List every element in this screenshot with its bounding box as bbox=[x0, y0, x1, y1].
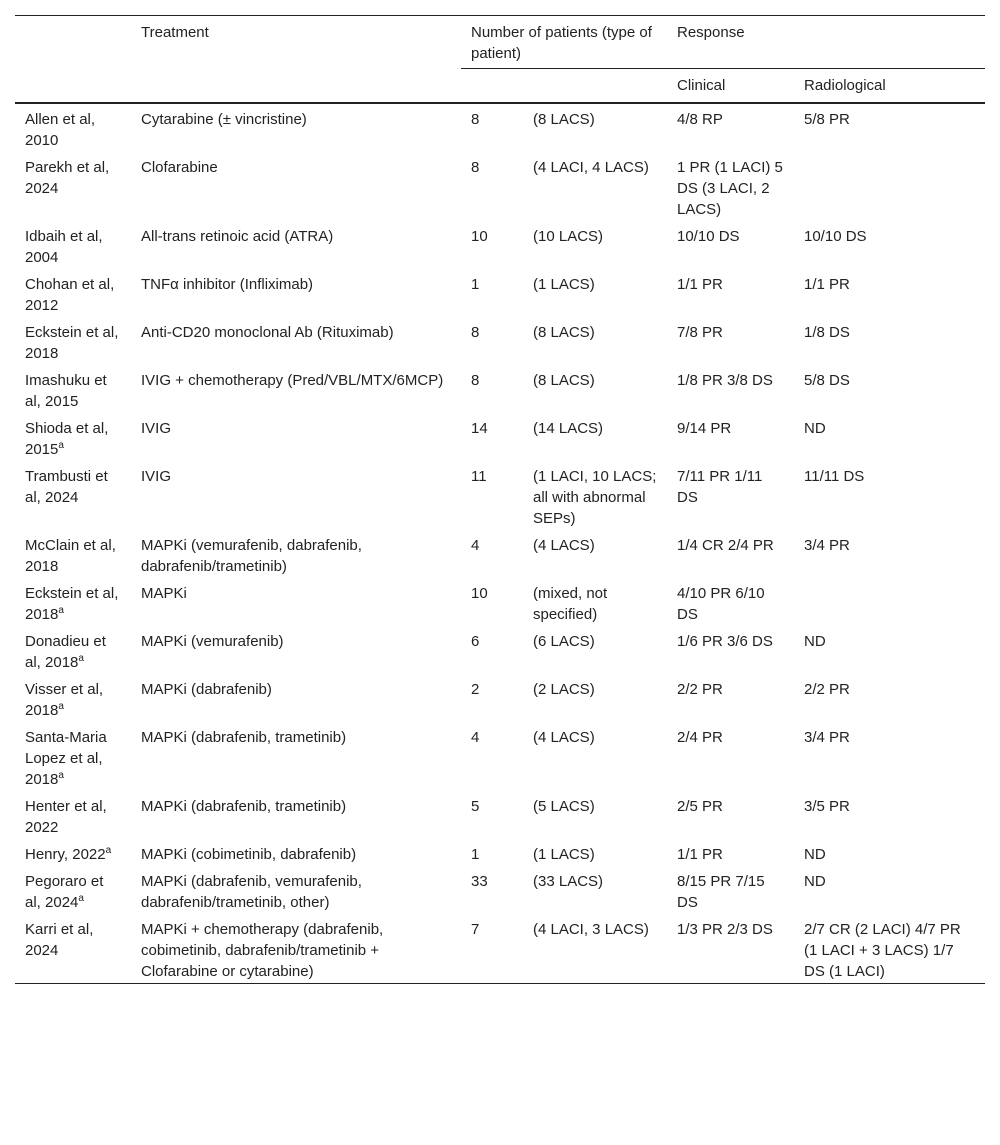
treatment-cell: MAPKi (vemurafenib) bbox=[141, 633, 284, 650]
study-author: Idbaih et al, 2004 bbox=[25, 228, 103, 266]
patient-count-cell: 1 bbox=[471, 846, 480, 863]
study-author: Shioda et al, 2015 bbox=[25, 420, 109, 458]
footnote-marker: a bbox=[58, 605, 64, 616]
patient-type-cell: (2 LACS) bbox=[533, 681, 595, 698]
treatment-cell: Cytarabine (± vincristine) bbox=[141, 111, 307, 128]
table-row bbox=[15, 626, 985, 674]
header-radiological: Radiological bbox=[794, 69, 985, 104]
radiological-response-cell: ND bbox=[804, 846, 826, 863]
patient-count-cell: 7 bbox=[461, 914, 523, 984]
patient-count-cell: 8 bbox=[471, 111, 480, 128]
patient-type-cell: (mixed, not specified) bbox=[533, 585, 608, 623]
patient-count-cell: 11 bbox=[471, 468, 487, 485]
radiological-response-cell bbox=[794, 578, 985, 626]
treatment-cell: IVIG + chemotherapy (Pred/VBL/MTX/6MCP) bbox=[141, 372, 444, 389]
study-cell bbox=[15, 461, 131, 530]
table-row bbox=[15, 578, 985, 626]
patient-type-cell: (10 LACS) bbox=[533, 228, 604, 245]
header-row bbox=[15, 16, 985, 69]
study-cell bbox=[15, 317, 131, 365]
table-row bbox=[15, 152, 985, 221]
patient-type-cell: (33 LACS) bbox=[533, 873, 604, 890]
table-row bbox=[15, 317, 985, 365]
study-author: Visser et al, 2018 bbox=[25, 681, 104, 719]
study-cell bbox=[15, 152, 131, 221]
patient-count-cell: 1 bbox=[471, 276, 480, 293]
table-row bbox=[15, 269, 985, 317]
footnote-marker: a bbox=[58, 701, 64, 712]
footnote-marker: a bbox=[78, 653, 84, 664]
table-row bbox=[15, 791, 985, 839]
clinical-response-cell: 1 PR (1 LACI) 5 DS (3 LACI, 2 LACS) bbox=[677, 159, 783, 218]
patient-count-cell: 6 bbox=[471, 633, 480, 650]
treatment-cell: Clofarabine bbox=[141, 159, 218, 176]
patient-type-cell: (5 LACS) bbox=[533, 798, 595, 815]
study-author: Donadieu et al, 2018 bbox=[25, 633, 106, 671]
table-row bbox=[15, 530, 985, 578]
footnote-marker: a bbox=[58, 770, 64, 781]
table-row bbox=[15, 866, 985, 914]
clinical-response-cell: 2/2 PR bbox=[677, 681, 723, 698]
clinical-response-cell: 1/8 PR 3/8 DS bbox=[677, 372, 773, 389]
treatment-cell: IVIG bbox=[141, 420, 172, 437]
patient-count-cell: 8 bbox=[471, 324, 480, 341]
study-author: Imashuku et al, 2015 bbox=[25, 372, 107, 410]
patient-count-cell: 10 bbox=[471, 228, 488, 245]
patient-type-cell: (4 LACS) bbox=[533, 729, 595, 746]
clinical-response-cell: 4/10 PR 6/10 DS bbox=[677, 585, 765, 623]
patient-count-cell: 4 bbox=[471, 729, 480, 746]
clinical-response-cell: 1/1 PR bbox=[677, 846, 723, 863]
study-author: Eckstein et al, 2018 bbox=[25, 324, 119, 362]
treatment-cell: All-trans retinoic acid (ATRA) bbox=[141, 228, 334, 245]
treatment-cell: TNFα inhibitor (Infliximab) bbox=[141, 276, 314, 293]
header-treatment: Treatment bbox=[131, 16, 461, 69]
study-cell bbox=[15, 866, 131, 914]
patient-count-cell: 5 bbox=[471, 798, 480, 815]
table-row bbox=[15, 413, 985, 461]
clinical-response-cell: 7/11 PR 1/11 DS bbox=[677, 468, 763, 506]
study-cell bbox=[15, 103, 131, 152]
footnote-marker: a bbox=[78, 893, 84, 904]
table-row bbox=[15, 674, 985, 722]
patient-count-cell: 33 bbox=[471, 873, 488, 890]
treatment-cell: MAPKi + chemotherapy (dabrafenib, cobimetinib, dabrafenib/trametinib + Clofarabine or cytarabine) bbox=[131, 914, 461, 984]
study-author: Henry, 2022 bbox=[25, 846, 106, 863]
patient-type-cell: (4 LACI, 3 LACS) bbox=[523, 914, 667, 984]
clinical-response-cell: 1/3 PR 2/3 DS bbox=[667, 914, 794, 984]
study-author: Chohan et al, 2012 bbox=[25, 276, 115, 314]
patient-count-cell: 14 bbox=[471, 420, 488, 437]
patient-type-cell: (8 LACS) bbox=[533, 372, 595, 389]
study-author: Karri et al, 2024 bbox=[25, 921, 94, 959]
radiological-response-cell: 3/4 PR bbox=[804, 729, 850, 746]
treatment-cell: MAPKi (dabrafenib, trametinib) bbox=[141, 798, 347, 815]
clinical-response-cell: 4/8 RP bbox=[677, 111, 723, 128]
table-row bbox=[15, 103, 985, 152]
treatment-cell: MAPKi (dabrafenib, vemurafenib, dabrafenib/trametinib, other) bbox=[141, 873, 362, 911]
table-row bbox=[15, 365, 985, 413]
patient-count-cell: 8 bbox=[471, 159, 480, 176]
footnote-marker: a bbox=[58, 440, 64, 451]
treatment-cell: MAPKi bbox=[141, 585, 187, 602]
study-cell bbox=[15, 269, 131, 317]
radiological-response-cell: 5/8 DS bbox=[804, 372, 850, 389]
patient-type-cell: (14 LACS) bbox=[533, 420, 604, 437]
radiological-response-cell: 2/2 PR bbox=[804, 681, 850, 698]
table-row bbox=[15, 722, 985, 791]
study-cell bbox=[15, 674, 131, 722]
table-body bbox=[15, 103, 985, 984]
clinical-response-cell: 10/10 DS bbox=[677, 228, 740, 245]
study-cell bbox=[15, 221, 131, 269]
clinical-response-cell: 2/4 PR bbox=[677, 729, 723, 746]
study-author: Santa-Maria Lopez et al, 2018 bbox=[25, 729, 107, 788]
patient-count-cell: 8 bbox=[471, 372, 480, 389]
radiological-response-cell: ND bbox=[804, 873, 826, 890]
clinical-response-cell: 1/6 PR 3/6 DS bbox=[677, 633, 773, 650]
table-row bbox=[15, 461, 985, 530]
study-cell bbox=[15, 914, 131, 984]
radiological-response-cell: 1/1 PR bbox=[804, 276, 850, 293]
treatment-cell: IVIG bbox=[141, 468, 172, 485]
study-cell bbox=[15, 578, 131, 626]
study-cell bbox=[15, 530, 131, 578]
radiological-response-cell bbox=[794, 152, 985, 221]
study-author: Pegoraro et al, 2024 bbox=[25, 873, 104, 911]
header-clinical: Clinical bbox=[667, 69, 794, 104]
study-author: Parekh et al, 2024 bbox=[25, 159, 110, 197]
radiological-response-cell: 3/4 PR bbox=[804, 537, 850, 554]
radiological-response-cell: 3/5 PR bbox=[804, 798, 850, 815]
radiological-response-cell: 11/11 DS bbox=[804, 468, 865, 485]
header-number-of-patients: Number of patients (type of patient) bbox=[461, 16, 667, 69]
study-cell bbox=[15, 413, 131, 461]
patient-count-cell: 2 bbox=[471, 681, 480, 698]
study-author: Allen et al, 2010 bbox=[25, 111, 96, 149]
table-row bbox=[15, 839, 985, 866]
header-study bbox=[15, 16, 131, 69]
treatment-response-table bbox=[15, 15, 985, 984]
patient-count-cell: 4 bbox=[471, 537, 480, 554]
study-cell bbox=[15, 626, 131, 674]
clinical-response-cell: 2/5 PR bbox=[677, 798, 723, 815]
study-cell bbox=[15, 791, 131, 839]
patient-type-cell: (1 LACS) bbox=[533, 846, 595, 863]
treatment-cell: MAPKi (vemurafenib, dabrafenib, dabrafenib/trametinib) bbox=[141, 537, 362, 575]
radiological-response-cell: ND bbox=[804, 633, 826, 650]
clinical-response-cell: 7/8 PR bbox=[677, 324, 723, 341]
patient-type-cell: (1 LACI, 10 LACS; all with abnormal SEPs) bbox=[533, 468, 657, 527]
table-row bbox=[15, 914, 985, 984]
patient-type-cell: (4 LACI, 4 LACS) bbox=[533, 159, 649, 176]
patient-count-cell: 10 bbox=[471, 585, 488, 602]
study-author: McClain et al, 2018 bbox=[25, 537, 116, 575]
radiological-response-cell: ND bbox=[804, 420, 826, 437]
patient-type-cell: (1 LACS) bbox=[533, 276, 595, 293]
clinical-response-cell: 1/1 PR bbox=[677, 276, 723, 293]
footnote-marker: a bbox=[105, 845, 112, 856]
patient-type-cell: (4 LACS) bbox=[533, 537, 595, 554]
radiological-response-cell: 5/8 PR bbox=[804, 111, 850, 128]
table-row bbox=[15, 221, 985, 269]
patient-type-cell: (8 LACS) bbox=[533, 324, 595, 341]
study-author: Trambusti et al, 2024 bbox=[25, 468, 108, 506]
treatment-cell: Anti-CD20 monoclonal Ab (Rituximab) bbox=[141, 324, 394, 341]
header-response: Response bbox=[667, 16, 985, 69]
clinical-response-cell: 9/14 PR bbox=[677, 420, 732, 437]
patient-type-cell: (6 LACS) bbox=[533, 633, 595, 650]
treatment-cell: MAPKi (dabrafenib) bbox=[141, 681, 272, 698]
clinical-response-cell: 8/15 PR 7/15 DS bbox=[677, 873, 765, 911]
subheader-row bbox=[15, 69, 985, 104]
radiological-response-cell: 1/8 DS bbox=[804, 324, 850, 341]
treatment-cell: MAPKi (dabrafenib, trametinib) bbox=[141, 729, 347, 746]
radiological-response-cell: 2/7 CR (2 LACI) 4/7 PR (1 LACI + 3 LACS) 1/7 DS (1 LACI) bbox=[794, 914, 985, 984]
study-author: Henter et al, 2022 bbox=[25, 798, 107, 836]
clinical-response-cell: 1/4 CR 2/4 PR bbox=[677, 537, 774, 554]
study-cell bbox=[15, 839, 131, 866]
radiological-response-cell: 10/10 DS bbox=[804, 228, 867, 245]
study-cell bbox=[15, 722, 131, 791]
study-author: Eckstein et al, 2018 bbox=[25, 585, 119, 623]
study-cell bbox=[15, 365, 131, 413]
treatment-cell: MAPKi (cobimetinib, dabrafenib) bbox=[141, 846, 357, 863]
patient-type-cell: (8 LACS) bbox=[533, 111, 595, 128]
